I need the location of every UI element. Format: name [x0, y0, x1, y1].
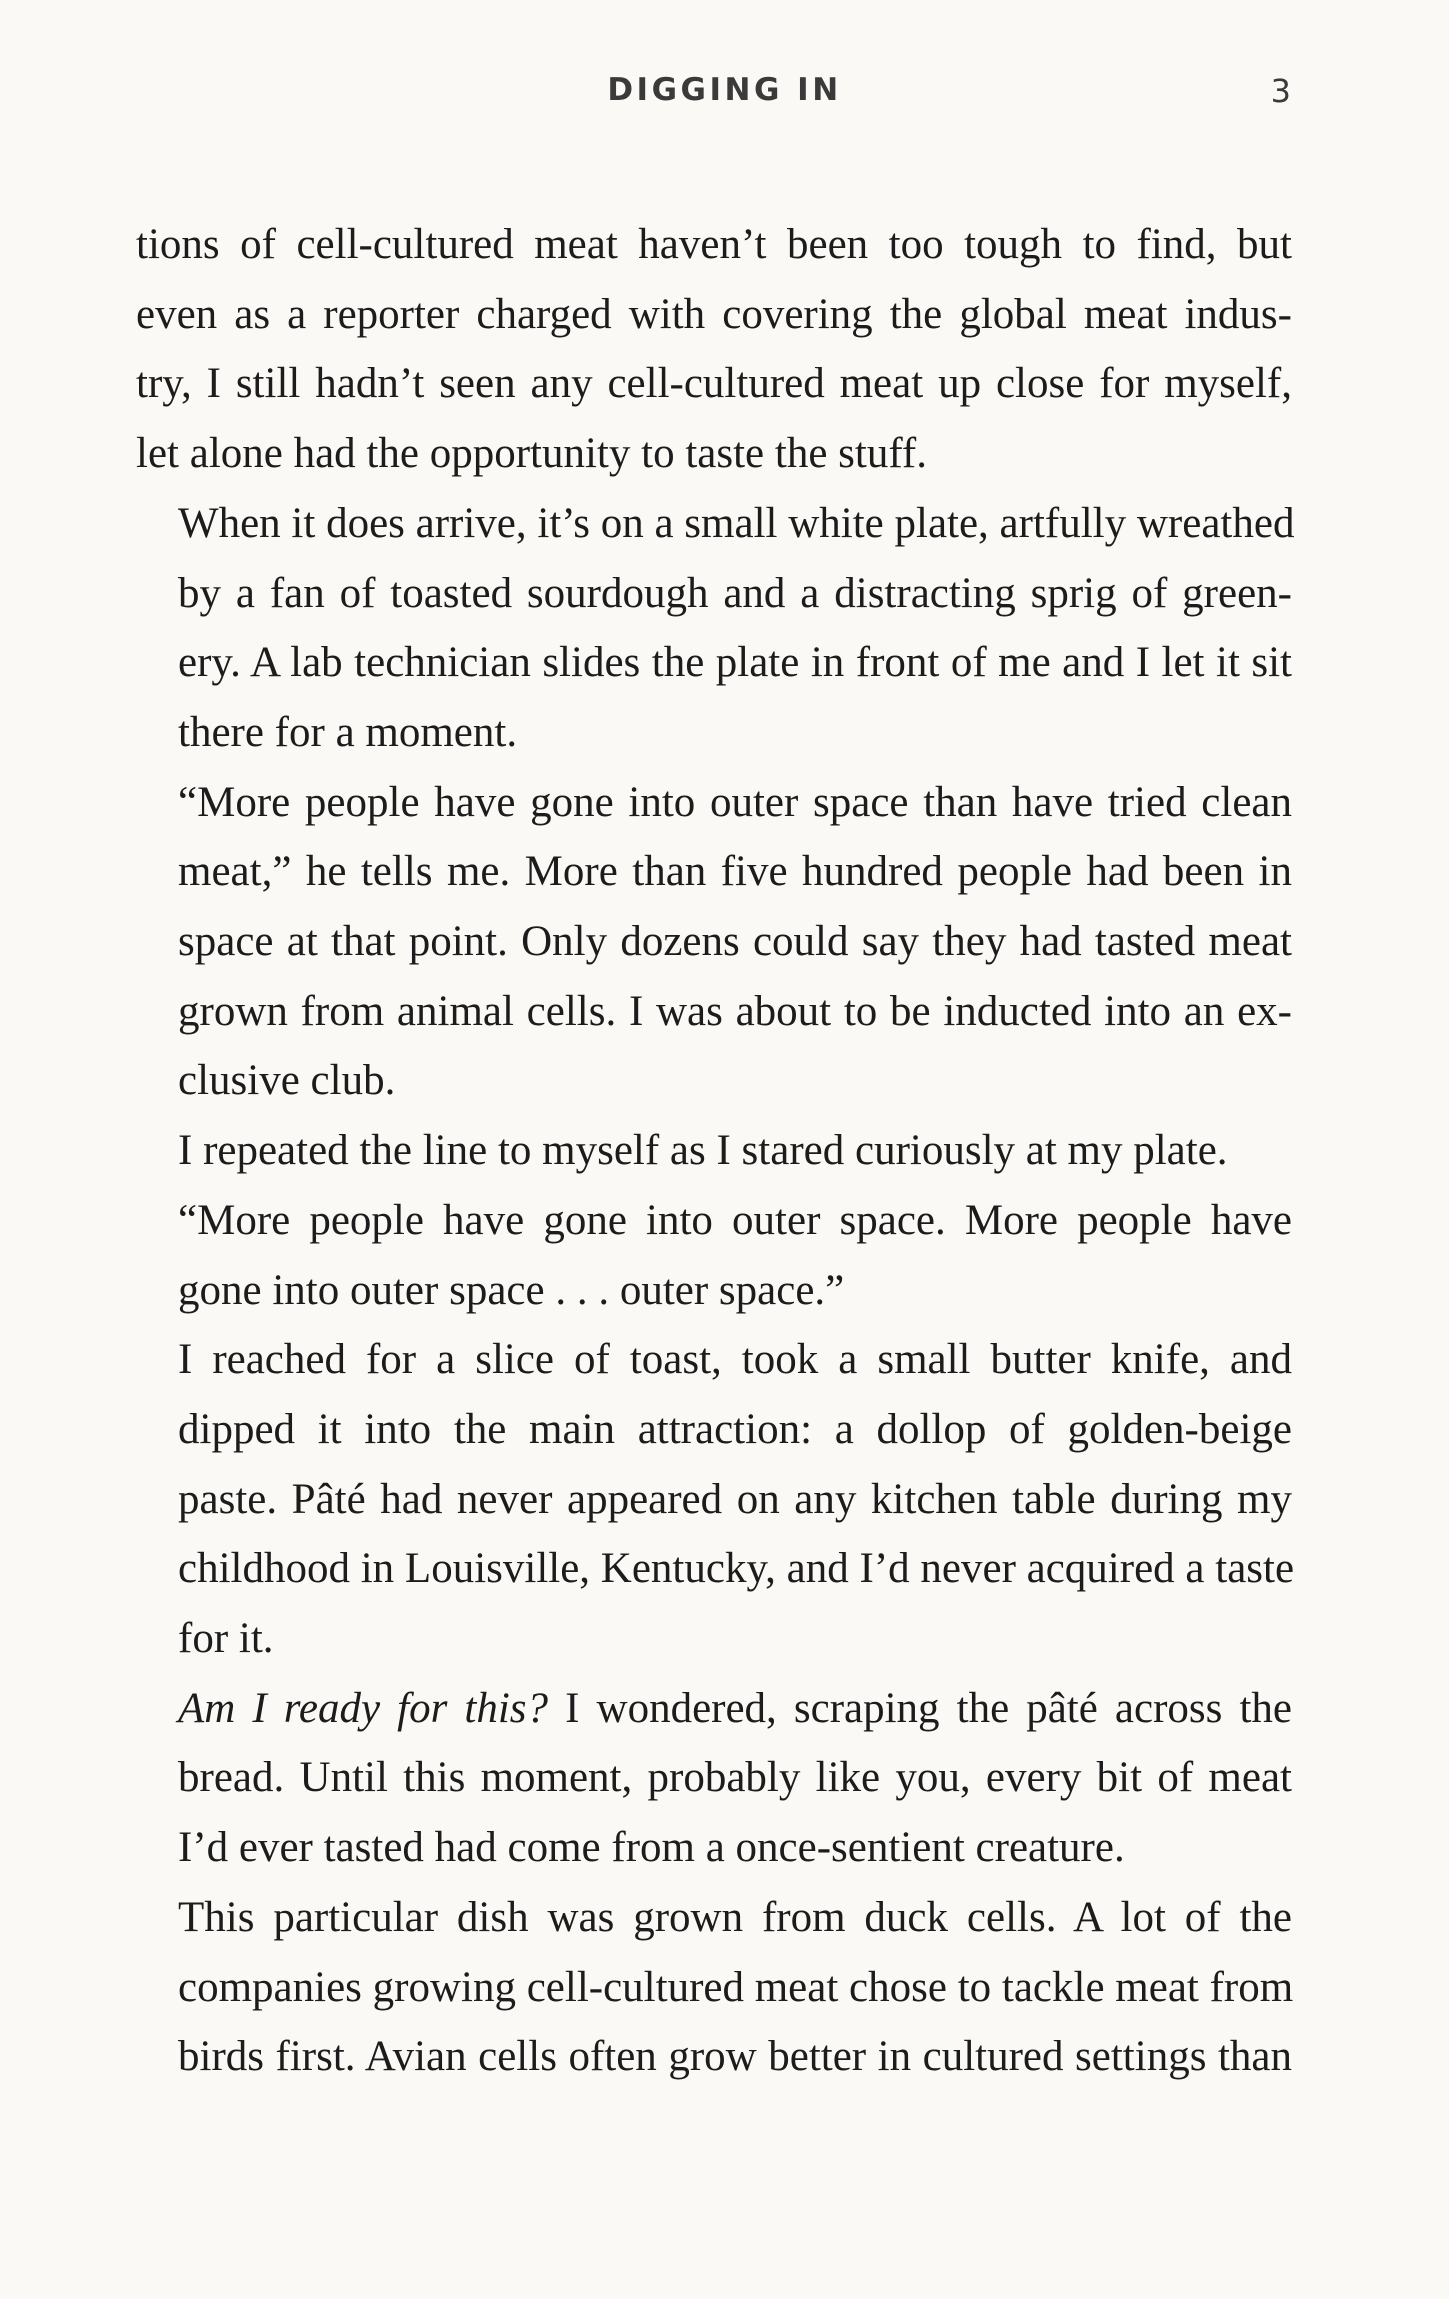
page-number: 3 — [1270, 72, 1291, 110]
italic-thought: Am I ready for this? — [178, 1684, 549, 1732]
body-text — [136, 210, 1295, 2092]
running-head — [0, 72, 1449, 122]
text-line: try, I still hadn’t seen any cell-cultured meat up close for myself, — [136, 360, 1292, 408]
text-line: let alone had the opportunity to taste the stuff. — [136, 430, 927, 478]
paragraph — [136, 1186, 1292, 1325]
text-line: paste. Pâté had never appeared on any kitchen table during my — [178, 1475, 1292, 1523]
text-line: dipped it into the main attraction: a dollop of golden-beige — [178, 1405, 1292, 1453]
text-line: for it. — [178, 1615, 274, 1663]
text-line: bread. Until this moment, probably like you, every bit of meat — [178, 1754, 1292, 1802]
text-line: I’d ever tasted had come from a once-sentient creature. — [178, 1824, 1125, 1872]
text-line-rest: I wondered, scraping the pâté across the — [548, 1684, 1292, 1732]
text-line: tions of cell-cultured meat haven’t been too tough to find, but — [136, 221, 1292, 268]
paragraph — [136, 210, 1292, 489]
text-line: companies growing cell-cultured meat chose to tackle meat from — [178, 1963, 1294, 2011]
text-line: I repeated the line to myself as I stared curiously at my plate. — [178, 1127, 1228, 1175]
text-line: ery. A lab technician slides the plate in front of me and I let it sit — [178, 639, 1292, 687]
text-line: This particular dish was grown from duck cells. A lot of the — [178, 1893, 1292, 1941]
text-line: When it does arrive, it’s on a small white plate, artfully wreathed — [178, 499, 1295, 547]
text-line: childhood in Louisville, Kentucky, and I’d never acquired a taste — [178, 1545, 1295, 1593]
text-line: “More people have gone into outer space. More people have — [178, 1196, 1292, 1244]
text-line: by a fan of toasted sourdough and a distracting sprig of green- — [178, 569, 1292, 617]
text-line — [136, 1674, 1292, 1744]
text-line: “More people have gone into outer space than have tried clean — [178, 778, 1292, 826]
text-line: there for a moment. — [178, 708, 518, 756]
text-line: birds first. Avian cells often grow better in cultured settings than — [178, 2033, 1292, 2081]
paragraph — [136, 1883, 1292, 2092]
text-line: meat,” he tells me. More than five hundred people had been in — [178, 848, 1292, 896]
paragraph — [136, 1116, 1292, 1186]
paragraph — [136, 1325, 1295, 1674]
text-line: grown from animal cells. I was about to be inducted into an ex- — [178, 987, 1292, 1035]
text-line: space at that point. Only dozens could say they had tasted meat — [178, 918, 1292, 966]
text-line: I reached for a slice of toast, took a small butter knife, and — [178, 1336, 1292, 1384]
paragraph — [136, 489, 1295, 768]
running-title: DIGGING IN — [607, 72, 842, 108]
paragraph — [136, 1674, 1292, 1883]
text-line: even as a reporter charged with covering the global meat indus- — [136, 290, 1292, 338]
paragraph — [136, 768, 1292, 1117]
text-line: clusive club. — [178, 1057, 396, 1105]
text-line: gone into outer space . . . outer space.” — [178, 1266, 845, 1314]
